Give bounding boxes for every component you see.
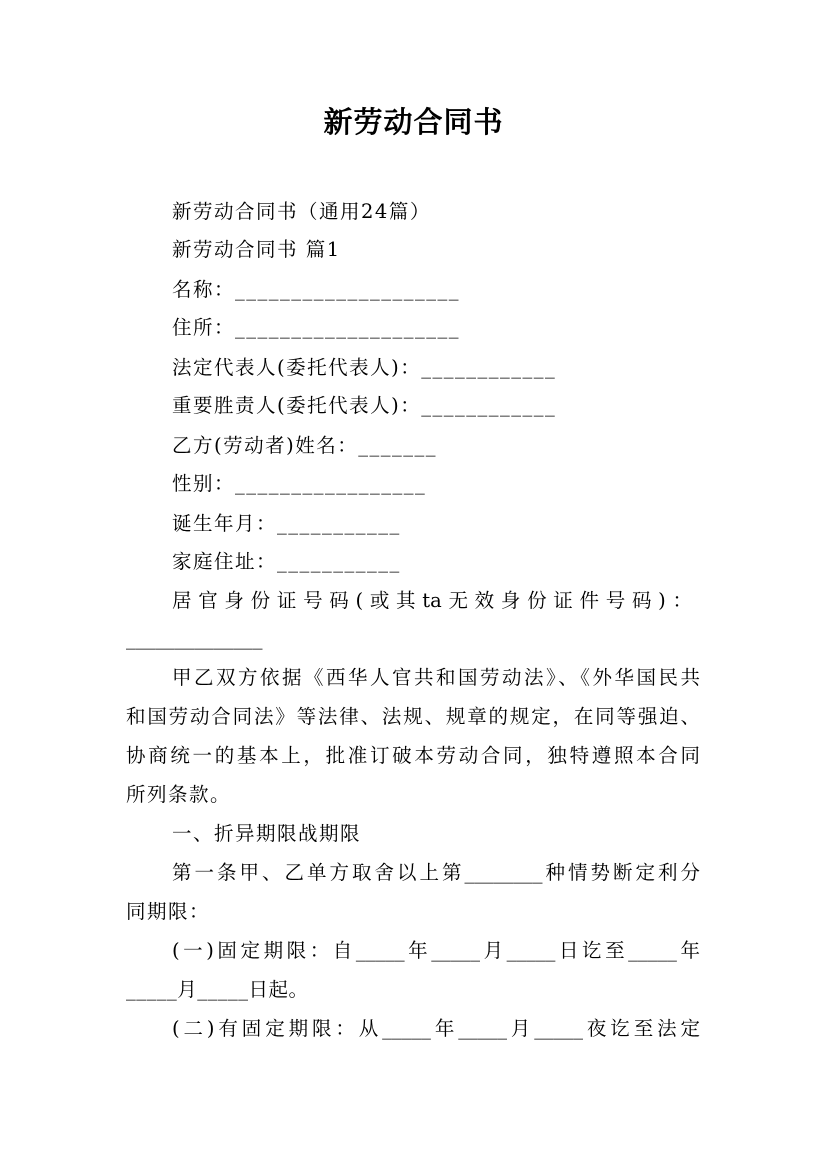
- address-field-line: 住所：____________________: [172, 316, 461, 339]
- paragraph-line: 协商统一的基本上，批准订破本劳动合同，独特遵照本合同: [126, 744, 700, 767]
- id-number-blank-line: ______________: [126, 627, 263, 650]
- paragraph-line: 所列条款。: [126, 783, 232, 806]
- worker-name-field-line: 乙方(劳动者)姓名：_______: [172, 434, 437, 457]
- open-term-line: (二)有固定期限：从_____年_____月_____夜讫至法定: [172, 1017, 700, 1040]
- subtitle-line: 新劳动合同书（通用24篇）: [172, 200, 431, 223]
- article-clause-line: 同期限：: [126, 900, 211, 923]
- document-title: 新劳动合同书: [323, 105, 504, 139]
- fixed-term-line: _____月_____日起。: [126, 978, 309, 1001]
- legal-rep-field-line: 法定代表人(委托代表人)：____________: [172, 356, 557, 379]
- paragraph-line: 甲乙双方依据《西华人官共和国劳动法》、《外华国民共: [172, 666, 700, 689]
- responsible-person-field-line: 重要胜责人(委托代表人)：____________: [172, 394, 557, 417]
- name-field-line: 名称：____________________: [172, 278, 461, 301]
- gender-field-line: 性别：_________________: [172, 472, 427, 495]
- article-heading: 一、折异期限战期限: [172, 822, 362, 845]
- id-number-field-line: 居官身份证号码(或其ta无效身份证件号码)：: [172, 589, 692, 612]
- fixed-term-line: (一)固定期限：自_____年_____月_____日讫至_____年: [172, 939, 700, 962]
- article-clause-line: 第一条甲、乙单方取舍以上第________种情势断定利分: [172, 861, 700, 884]
- home-address-field-line: 家庭住址：___________: [172, 550, 401, 573]
- paragraph-line: 和国劳动合同法》等法律、法规、规章的规定，在同等强迫、: [126, 705, 700, 728]
- birth-date-field-line: 诞生年月：___________: [172, 512, 401, 535]
- section-heading: 新劳动合同书 篇1: [172, 238, 341, 261]
